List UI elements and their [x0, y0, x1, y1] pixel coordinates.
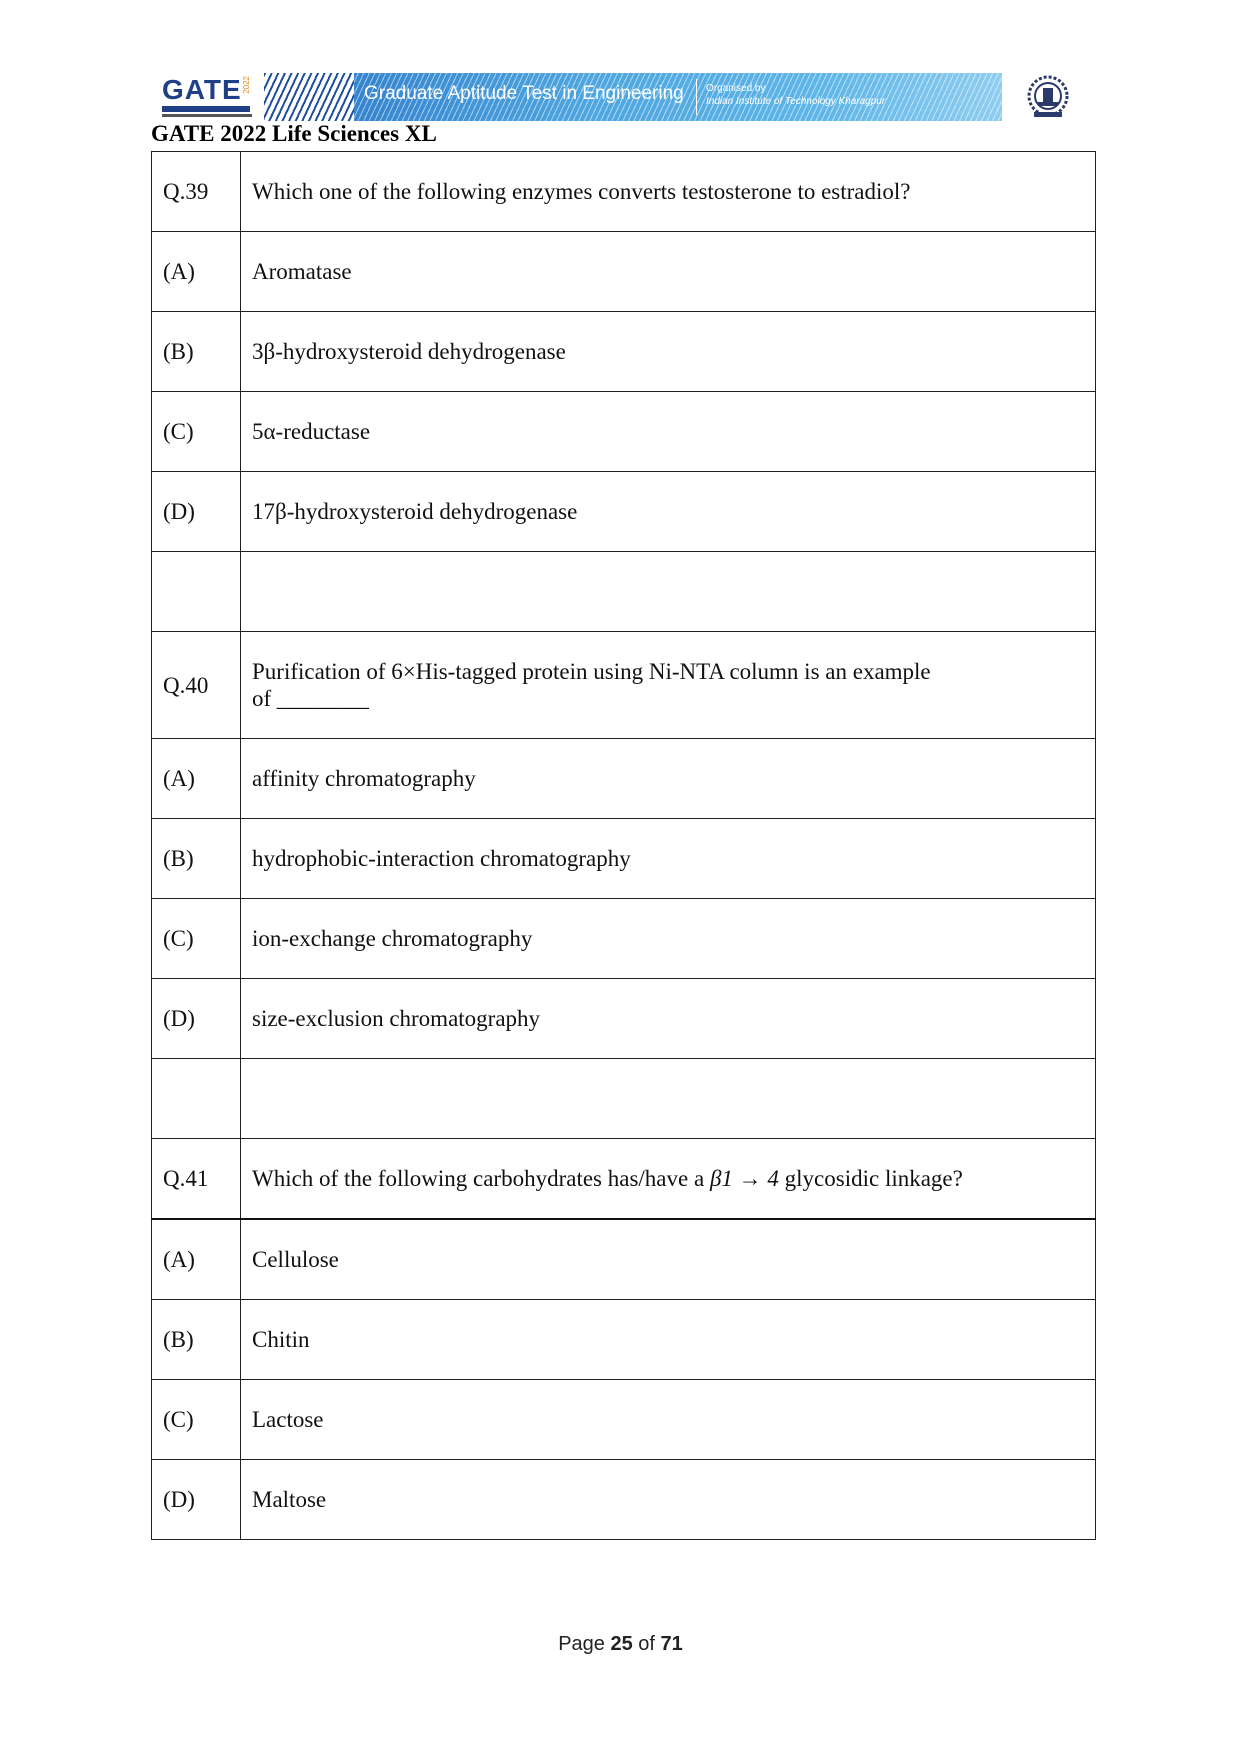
option-label: (C) — [152, 899, 241, 979]
option-label: (A) — [152, 232, 241, 312]
question-text — [241, 1139, 1096, 1220]
option-row — [152, 1219, 1096, 1300]
option-row — [152, 1300, 1096, 1380]
header-banner — [160, 70, 1080, 126]
option-row — [152, 472, 1096, 552]
question-text-part: Which of the following carbohydrates has/have a — [252, 1166, 710, 1191]
question-number: Q.40 — [152, 632, 241, 739]
option-text: Maltose — [241, 1460, 1096, 1540]
spacer-cell — [152, 552, 241, 632]
organiser-institute: Indian Institute of Technology Kharagpur — [706, 96, 886, 107]
gate-logo-text: GATE — [162, 74, 242, 105]
option-label: (B) — [152, 312, 241, 392]
page-current: 25 — [610, 1633, 633, 1655]
gate-logo-year: 2022 — [242, 76, 251, 94]
question-text-part: glycosidic linkage? — [778, 1166, 963, 1191]
option-text: Lactose — [241, 1380, 1096, 1460]
spacer-cell — [241, 552, 1096, 632]
linkage-math: β1 → 4 — [709, 1166, 779, 1191]
option-label: (D) — [152, 979, 241, 1059]
gate-logo-subline — [162, 114, 252, 117]
option-row — [152, 739, 1096, 819]
option-row — [152, 899, 1096, 979]
option-text: Cellulose — [241, 1219, 1096, 1300]
banner-title: Graduate Aptitude Test in Engineering — [364, 83, 684, 104]
option-label: (C) — [152, 392, 241, 472]
option-label: (A) — [152, 1219, 241, 1300]
option-text: hydrophobic-interaction chromatography — [241, 819, 1096, 899]
option-text: Aromatase — [241, 232, 1096, 312]
question-text-line: of ________ — [252, 686, 369, 711]
organised-by-label: Organised by — [706, 83, 766, 94]
question-table — [151, 151, 1096, 1540]
option-label: (B) — [152, 819, 241, 899]
question-number: Q.41 — [152, 1139, 241, 1220]
banner-divider — [696, 79, 697, 115]
option-text: 5α-reductase — [241, 392, 1096, 472]
spacer-cell — [241, 1059, 1096, 1139]
option-row — [152, 819, 1096, 899]
subject-title: GATE 2022 Life Sciences XL — [151, 121, 437, 146]
option-row — [152, 392, 1096, 472]
question-text: Which one of the following enzymes converts testosterone to estradiol? — [241, 152, 1096, 232]
option-text: 17β-hydroxysteroid dehydrogenase — [241, 472, 1096, 552]
option-label: (D) — [152, 472, 241, 552]
option-row — [152, 312, 1096, 392]
option-row — [152, 1380, 1096, 1460]
gate-logo-strip — [162, 106, 250, 112]
question-text-line: Purification of 6×His-tagged protein using Ni-NTA column is an example — [252, 659, 931, 684]
page-of-word: of — [638, 1633, 655, 1655]
option-label: (B) — [152, 1300, 241, 1380]
option-text: 3β-hydroxysteroid dehydrogenase — [241, 312, 1096, 392]
question-row — [152, 1139, 1096, 1220]
option-text: size-exclusion chromatography — [241, 979, 1096, 1059]
option-row — [152, 1460, 1096, 1540]
option-row — [152, 979, 1096, 1059]
option-text: Chitin — [241, 1300, 1096, 1380]
option-label: (C) — [152, 1380, 241, 1460]
spacer-row — [152, 1059, 1096, 1139]
option-text: ion-exchange chromatography — [241, 899, 1096, 979]
option-label: (D) — [152, 1460, 241, 1540]
banner-ribbon — [264, 73, 1002, 121]
organiser-block — [706, 82, 885, 108]
question-row — [152, 152, 1096, 232]
gate-logo — [160, 74, 256, 122]
option-text: affinity chromatography — [241, 739, 1096, 819]
option-row — [152, 232, 1096, 312]
question-text — [241, 632, 1096, 739]
option-label: (A) — [152, 739, 241, 819]
page-footer — [0, 1633, 1241, 1656]
spacer-row — [152, 552, 1096, 632]
page-word: Page — [558, 1633, 605, 1655]
question-number: Q.39 — [152, 152, 241, 232]
iit-emblem-icon — [1026, 74, 1070, 120]
page-total: 71 — [660, 1633, 683, 1655]
ribbon-stripes — [264, 73, 354, 121]
question-row — [152, 632, 1096, 739]
spacer-cell — [152, 1059, 241, 1139]
